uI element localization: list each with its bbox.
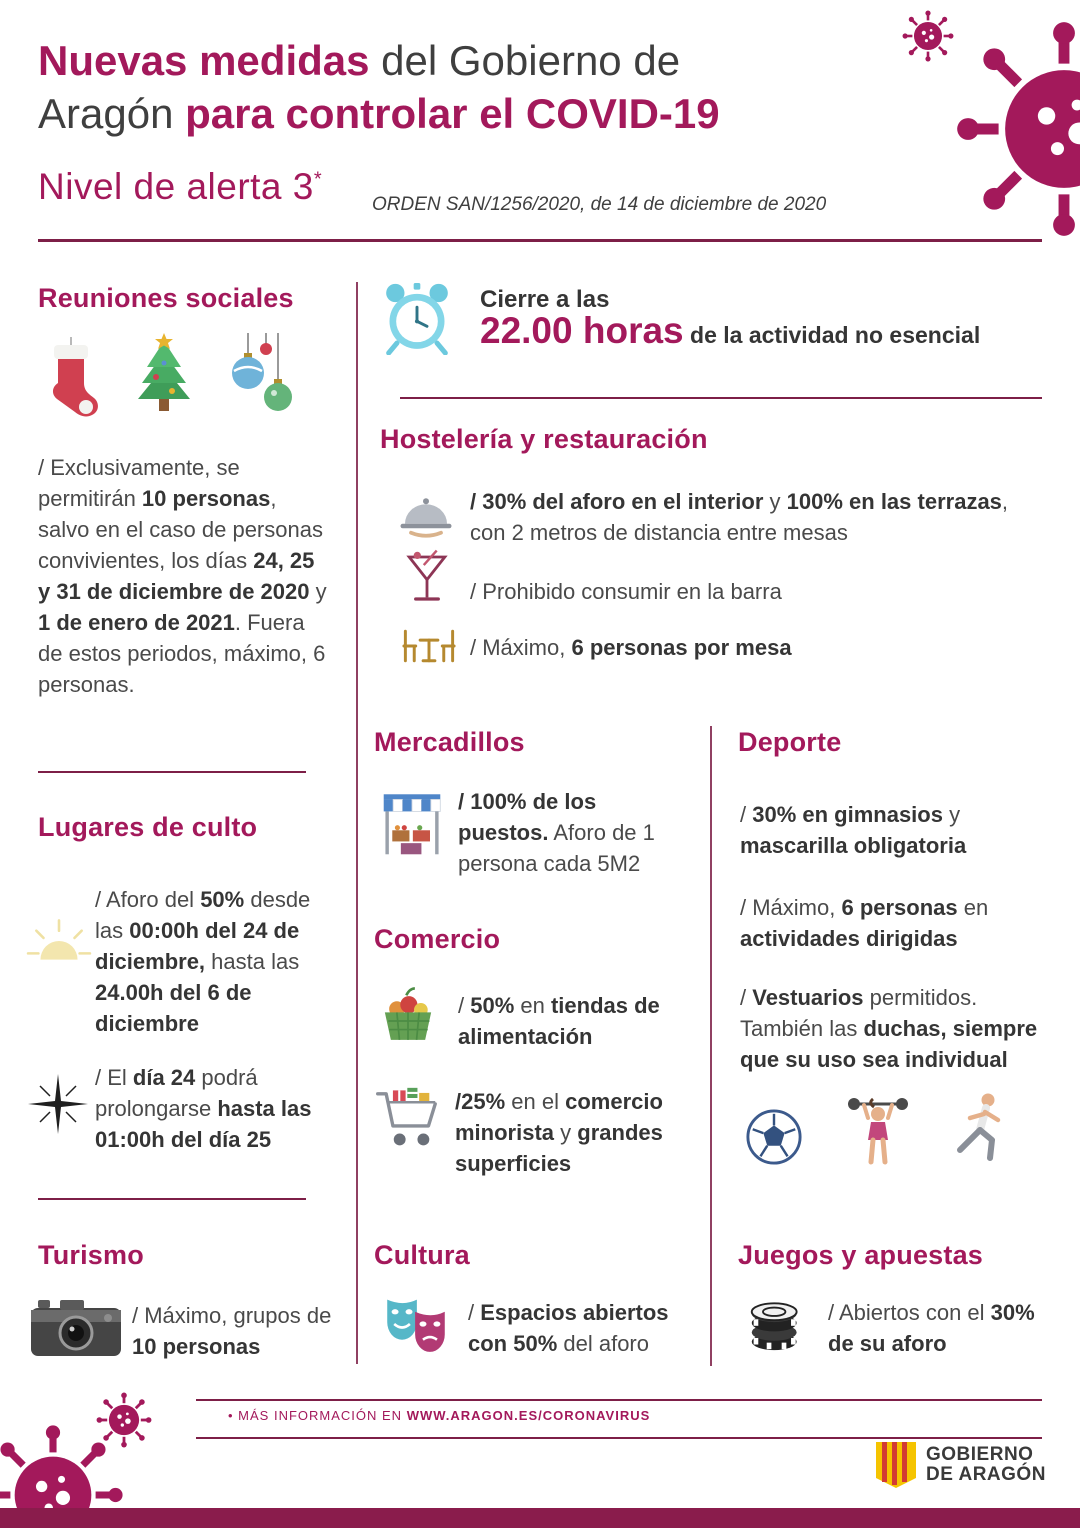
sun-icon [26, 918, 92, 964]
market-stall-icon [382, 792, 442, 860]
turismo-item: / Máximo, grupos de 10 personas [132, 1303, 332, 1359]
cierre-scope: de la actividad no esencial [683, 322, 981, 348]
title-rest-1: del Gobierno de [369, 37, 681, 84]
divider [400, 397, 1042, 399]
alert-level [38, 166, 322, 208]
cultura-item: / Espacios abiertos con 50% del aforo [468, 1300, 669, 1356]
title-rest-2: Aragón [38, 90, 186, 137]
juegos-item: / Abiertos con el 30% de su aforo [828, 1300, 1035, 1356]
cierre-time-line [480, 310, 980, 352]
reuniones-icons-row [40, 333, 298, 421]
section-title-juegos: Juegos y apuestas [738, 1240, 984, 1270]
section-title-turismo: Turismo [38, 1240, 144, 1270]
camera-icon [30, 1296, 122, 1358]
deporte-item: / Máximo, 6 personas en actividades dirigidas [740, 895, 989, 951]
alert-asterisk: * [313, 168, 323, 191]
hosteleria-item: / Prohibido consumir en la barra [470, 579, 782, 604]
title-accent-2: para controlar el COVID-19 [185, 90, 720, 137]
table-chairs-icon [398, 625, 460, 667]
culto-item: / El día 24 podrá prolongarse hasta las 01:00h del día 25 [95, 1065, 312, 1152]
footer-divider-top [196, 1399, 1042, 1401]
virus-icon-large [955, 20, 1080, 238]
section-title-mercadillos: Mercadillos [374, 727, 525, 757]
logo-line-2: DE ARAGÓN [926, 1464, 1046, 1485]
alarm-clock-icon [382, 281, 452, 355]
hosteleria-item: / 30% del aforo en el interior y 100% en las terrazas, con 2 metros de distancia entre mesas [470, 489, 1009, 545]
gobierno-aragon-logo [876, 1442, 1046, 1488]
runner-icon [953, 1092, 1013, 1166]
section-title-hosteleria: Hostelería y restauración [380, 424, 708, 454]
page-title [38, 34, 918, 140]
serving-dish-icon [396, 490, 456, 538]
shopping-cart-icon [376, 1086, 442, 1154]
section-title-reuniones: Reuniones sociales [38, 283, 294, 313]
divider [38, 1198, 306, 1200]
footer-info [228, 1408, 650, 1423]
alert-level-text: Nivel de alerta 3 [38, 166, 314, 207]
logo-text [926, 1445, 1046, 1485]
title-accent-1: Nuevas medidas [38, 37, 370, 84]
virus-icon [902, 10, 954, 62]
vertical-divider [710, 726, 712, 1366]
poker-chips-icon [748, 1292, 806, 1354]
bottom-color-bar [0, 1508, 1080, 1528]
divider [38, 771, 306, 773]
comercio-item: / 50% en tiendas de alimentación [458, 993, 660, 1049]
soccer-ball-icon [745, 1108, 803, 1166]
star-icon [26, 1072, 90, 1136]
comercio-item: /25% en el comercio minorista y grandes superficies [455, 1089, 663, 1176]
footer-info-url: WWW.ARAGON.ES/CORONAVIRUS [406, 1408, 651, 1423]
reuniones-body-text: / Exclusivamente, se permitirán 10 personas, salvo en el caso de personas convivientes, los días 24, 25 y 31 de diciembre de 2020 y 1 de enero de 2021. Fuera de estos periodos, máximo, 6 personas. [38, 455, 327, 697]
footer-bullet: • [228, 1408, 234, 1423]
culto-item: / Aforo del 50% desde las 00:00h del 24 de diciembre, hasta las 24.00h del 6 de diciembre [95, 887, 311, 1036]
section-title-comercio: Comercio [374, 924, 501, 954]
order-reference: ORDEN SAN/1256/2020, de 14 de diciembre de 2020 [372, 194, 827, 215]
baubles-icon [226, 333, 298, 421]
section-title-deporte: Deporte [738, 727, 842, 757]
deporte-item: / 30% en gimnasios y mascarilla obligatoria [740, 802, 967, 858]
vertical-divider [356, 282, 358, 1364]
cocktail-icon [406, 548, 448, 608]
header-divider [38, 239, 1042, 242]
theater-masks-icon [382, 1292, 450, 1356]
hosteleria-item: / Máximo, 6 personas por mesa [470, 635, 792, 660]
footer-divider-bottom [196, 1437, 1042, 1439]
stocking-icon [40, 337, 102, 421]
logo-line-1: GOBIERNO [926, 1444, 1034, 1465]
weightlifter-icon [845, 1092, 911, 1166]
cierre-time: 22.00 horas [480, 310, 684, 351]
cierre-label: Cierre a las [480, 286, 610, 313]
christmas-tree-icon [128, 333, 200, 421]
aragon-flag-icon [876, 1442, 916, 1488]
deporte-icons-row [745, 1092, 1013, 1166]
food-basket-icon [378, 986, 438, 1044]
section-title-culto: Lugares de culto [38, 812, 258, 842]
footer-info-prefix: MÁS INFORMACIÓN EN [233, 1408, 407, 1423]
mercadillos-item: / 100% de los puestos. Aforo de 1 persona cada 5M2 [458, 789, 655, 876]
section-title-cultura: Cultura [374, 1240, 470, 1270]
deporte-item: / Vestuarios permitidos. También las duchas, siempre que su uso sea individual [740, 985, 1038, 1072]
